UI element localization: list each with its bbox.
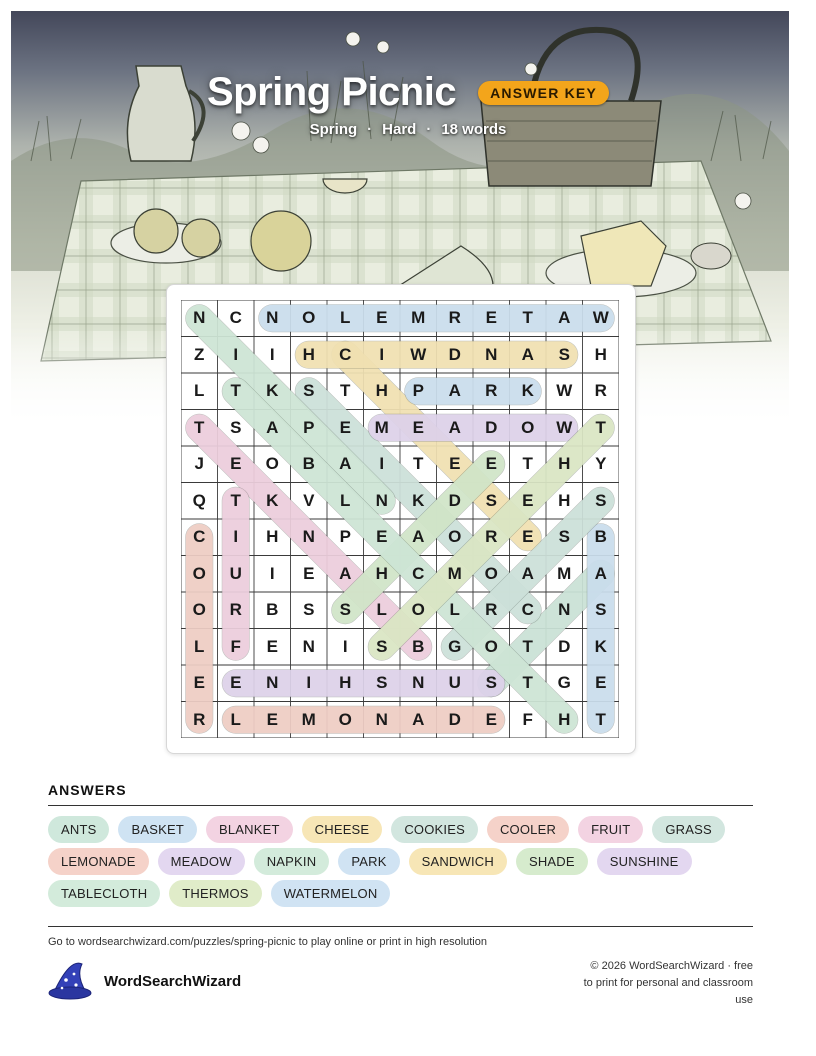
grid-cell: N bbox=[302, 636, 315, 656]
grid-cell: C bbox=[339, 344, 352, 364]
grid-cell: H bbox=[339, 673, 352, 693]
grid-cell: H bbox=[266, 527, 279, 547]
answer-chip-watermelon: WATERMELON bbox=[271, 880, 391, 907]
grid-cell: N bbox=[375, 490, 388, 510]
copyright: © 2026 WordSearchWizard · free to print for personal and classroom use bbox=[583, 960, 753, 1006]
grid-cell: O bbox=[521, 417, 535, 437]
grid-cell: T bbox=[230, 490, 241, 510]
grid-cell: P bbox=[412, 381, 424, 401]
page-title: Spring Picnic bbox=[206, 70, 457, 114]
grid-cell: T bbox=[413, 454, 424, 474]
answer-chip-park: PARK bbox=[338, 848, 399, 875]
answer-key-badge: ANSWER KEY bbox=[478, 81, 609, 105]
answer-chip-fruit: FRUIT bbox=[578, 816, 643, 843]
grid-cell: O bbox=[411, 600, 425, 620]
answer-chip-lemonade: LEMONADE bbox=[48, 848, 149, 875]
grid-cell: A bbox=[266, 417, 279, 437]
grid-cell: G bbox=[557, 673, 571, 693]
answers-heading: ANSWERS bbox=[48, 782, 127, 798]
grid-cell: V bbox=[303, 490, 315, 510]
grid-cell: E bbox=[595, 673, 607, 693]
grid-cell: S bbox=[303, 600, 315, 620]
answer-chip-napkin: NAPKIN bbox=[254, 848, 330, 875]
grid-cell: N bbox=[375, 709, 388, 729]
grid-cell: L bbox=[340, 490, 351, 510]
grid-cell: H bbox=[375, 381, 388, 401]
grid-cell: E bbox=[376, 527, 388, 547]
grid-cell: O bbox=[192, 563, 206, 583]
grid-cell: T bbox=[522, 636, 533, 656]
grid-cell: S bbox=[376, 636, 388, 656]
grid-cell: Z bbox=[194, 344, 205, 364]
grid-cell: H bbox=[375, 563, 388, 583]
grid-cell: A bbox=[521, 344, 534, 364]
grid-cell: I bbox=[233, 527, 239, 547]
grid-cell: M bbox=[447, 563, 462, 583]
grid-cell: A bbox=[558, 308, 571, 328]
grid-cell: W bbox=[410, 344, 427, 364]
answer-chip-grass: GRASS bbox=[652, 816, 725, 843]
grid-cell: T bbox=[595, 417, 606, 437]
grid-cell: D bbox=[558, 636, 571, 656]
answers-divider bbox=[48, 805, 753, 806]
grid-cell: I bbox=[269, 563, 275, 583]
grid-cell: A bbox=[594, 563, 607, 583]
grid-cell: A bbox=[339, 454, 352, 474]
grid-cell: I bbox=[233, 344, 239, 364]
grid-cell: R bbox=[485, 381, 498, 401]
grid-cell: E bbox=[303, 563, 315, 583]
grid-cell: O bbox=[448, 527, 462, 547]
grid-cell: R bbox=[193, 709, 206, 729]
grid-cell: C bbox=[229, 308, 242, 328]
grid-cell: L bbox=[449, 600, 460, 620]
answer-chip-basket: BASKET bbox=[118, 816, 197, 843]
answer-chip-cookies: COOKIES bbox=[391, 816, 478, 843]
grid-cell: O bbox=[302, 308, 316, 328]
answer-chip-meadow: MEADOW bbox=[158, 848, 245, 875]
grid-cell: N bbox=[412, 673, 425, 693]
grid-cell: E bbox=[485, 454, 497, 474]
grid-cell: S bbox=[595, 600, 607, 620]
footer-divider bbox=[48, 926, 753, 927]
grid-cell: A bbox=[448, 417, 461, 437]
grid-cell: T bbox=[595, 709, 606, 729]
grid-cell: O bbox=[192, 600, 206, 620]
grid-cell: M bbox=[301, 709, 316, 729]
grid-cell: D bbox=[485, 417, 498, 437]
grid-cell: N bbox=[266, 308, 279, 328]
grid-cell: K bbox=[412, 490, 425, 510]
grid-cell: J bbox=[194, 454, 204, 474]
grid-cell: T bbox=[522, 308, 533, 328]
grid-cell: E bbox=[376, 308, 388, 328]
grid-cell: O bbox=[484, 563, 498, 583]
meta-word-count: 18 words bbox=[441, 121, 507, 138]
grid-cell: O bbox=[484, 636, 498, 656]
grid-cell: N bbox=[302, 527, 315, 547]
grid-cell: M bbox=[411, 308, 426, 328]
grid-cell: I bbox=[269, 344, 275, 364]
grid-cell: E bbox=[449, 454, 461, 474]
grid-cell: R bbox=[448, 308, 461, 328]
grid-cell: E bbox=[412, 417, 424, 437]
grid-cell: S bbox=[303, 381, 315, 401]
grid-cell: R bbox=[485, 600, 498, 620]
answer-chip-cooler: COOLER bbox=[487, 816, 569, 843]
grid-cell: K bbox=[266, 490, 279, 510]
grid-cell: A bbox=[521, 563, 534, 583]
grid-cell: E bbox=[266, 709, 278, 729]
grid-cell: U bbox=[229, 563, 242, 583]
grid-cell: G bbox=[448, 636, 462, 656]
answer-chip-thermos: THERMOS bbox=[169, 880, 261, 907]
grid-cell: R bbox=[594, 381, 607, 401]
grid-cell: N bbox=[485, 344, 498, 364]
grid-cell: E bbox=[522, 527, 534, 547]
meta-separator: · bbox=[426, 121, 432, 138]
grid-cell: B bbox=[412, 636, 425, 656]
grid-cell: S bbox=[485, 673, 497, 693]
grid-cell: E bbox=[339, 417, 351, 437]
grid-cell: N bbox=[266, 673, 279, 693]
grid-cell: T bbox=[522, 454, 533, 474]
grid-cell: O bbox=[265, 454, 279, 474]
title-block bbox=[0, 70, 816, 138]
grid-cell: Y bbox=[595, 454, 607, 474]
grid-cell: N bbox=[558, 600, 571, 620]
grid-cell: O bbox=[338, 709, 352, 729]
meta-difficulty: Hard bbox=[382, 121, 417, 138]
grid-cell: K bbox=[521, 381, 534, 401]
grid-cell: H bbox=[594, 344, 607, 364]
grid-cell: H bbox=[558, 490, 571, 510]
grid-cell: N bbox=[193, 308, 206, 328]
answer-chip-sandwich: SANDWICH bbox=[409, 848, 507, 875]
grid-cell: L bbox=[194, 381, 205, 401]
grid-cell: T bbox=[340, 381, 351, 401]
grid-cell: H bbox=[558, 454, 571, 474]
grid-cell: D bbox=[448, 344, 461, 364]
grid-cell: S bbox=[230, 417, 242, 437]
answer-chip-cheese: CHEESE bbox=[302, 816, 383, 843]
answer-chip-shade: SHADE bbox=[516, 848, 588, 875]
puzzle-grid bbox=[181, 300, 619, 738]
grid-cell: E bbox=[193, 673, 205, 693]
grid-cell: T bbox=[522, 673, 533, 693]
grid-cell: P bbox=[339, 527, 351, 547]
brand-name: WordSearchWizard bbox=[104, 972, 242, 990]
grid-cell: L bbox=[376, 600, 387, 620]
grid-cell: A bbox=[448, 381, 461, 401]
grid-cell: W bbox=[592, 308, 609, 328]
grid-cell: P bbox=[303, 417, 315, 437]
answer-chip-blanket: BLANKET bbox=[206, 816, 293, 843]
letter-cells bbox=[181, 300, 619, 738]
grid-cell: T bbox=[194, 417, 205, 437]
grid-cell: M bbox=[557, 563, 572, 583]
answer-list bbox=[48, 816, 753, 907]
grid-cell: K bbox=[266, 381, 279, 401]
grid-cell: S bbox=[558, 344, 570, 364]
grid-cell: B bbox=[266, 600, 279, 620]
grid-cell: S bbox=[339, 600, 351, 620]
grid-cell: I bbox=[379, 454, 385, 474]
grid-cell: T bbox=[230, 381, 241, 401]
answer-chip-tablecloth: TABLECLOTH bbox=[48, 880, 160, 907]
puzzle-meta bbox=[0, 121, 816, 138]
meta-separator: · bbox=[367, 121, 373, 138]
grid-cell: R bbox=[485, 527, 498, 547]
grid-cell: H bbox=[558, 709, 571, 729]
grid-cell: M bbox=[374, 417, 389, 437]
grid-cell: U bbox=[448, 673, 461, 693]
grid-cell: S bbox=[376, 673, 388, 693]
wizard-hat-icon bbox=[48, 962, 92, 1000]
grid-cell: E bbox=[485, 709, 497, 729]
grid-cell: C bbox=[412, 563, 425, 583]
grid-cell: H bbox=[302, 344, 315, 364]
grid-cell: E bbox=[266, 636, 278, 656]
grid-cell: W bbox=[556, 381, 573, 401]
grid-cell: R bbox=[229, 600, 242, 620]
answers-section bbox=[48, 782, 753, 907]
grid-cell: L bbox=[194, 636, 205, 656]
grid-cell: F bbox=[230, 636, 241, 656]
grid-cell: D bbox=[448, 709, 461, 729]
grid-cell: I bbox=[342, 636, 348, 656]
grid-cell: Q bbox=[192, 490, 206, 510]
grid-cell: S bbox=[485, 490, 497, 510]
grid-cell: W bbox=[556, 417, 573, 437]
grid-cell: A bbox=[412, 527, 425, 547]
grid-cell: A bbox=[339, 563, 352, 583]
answer-chip-ants: ANTS bbox=[48, 816, 109, 843]
grid-cell: I bbox=[379, 344, 385, 364]
grid-cell: E bbox=[230, 673, 242, 693]
answer-chip-sunshine: SUNSHINE bbox=[597, 848, 692, 875]
grid-cell: K bbox=[594, 636, 607, 656]
grid-cell: D bbox=[448, 490, 461, 510]
grid-cell: A bbox=[412, 709, 425, 729]
grid-cell: E bbox=[230, 454, 242, 474]
grid-cell: L bbox=[230, 709, 241, 729]
grid-cell: I bbox=[306, 673, 312, 693]
grid-cell: E bbox=[522, 490, 534, 510]
grid-cell: C bbox=[521, 600, 534, 620]
meta-theme: Spring bbox=[309, 121, 358, 138]
grid-cell: F bbox=[522, 709, 533, 729]
grid-cell: S bbox=[595, 490, 607, 510]
grid-cell: S bbox=[558, 527, 570, 547]
grid-cell: B bbox=[594, 527, 607, 547]
grid-cell: B bbox=[302, 454, 315, 474]
brand bbox=[48, 962, 241, 1000]
grid-cell: C bbox=[193, 527, 206, 547]
footer-note: Go to wordsearchwizard.com/puzzles/spring-picnic to play online or print in high resolution bbox=[48, 936, 487, 948]
grid-cell: L bbox=[340, 308, 351, 328]
title-row bbox=[0, 70, 816, 115]
grid-cell: E bbox=[485, 308, 497, 328]
